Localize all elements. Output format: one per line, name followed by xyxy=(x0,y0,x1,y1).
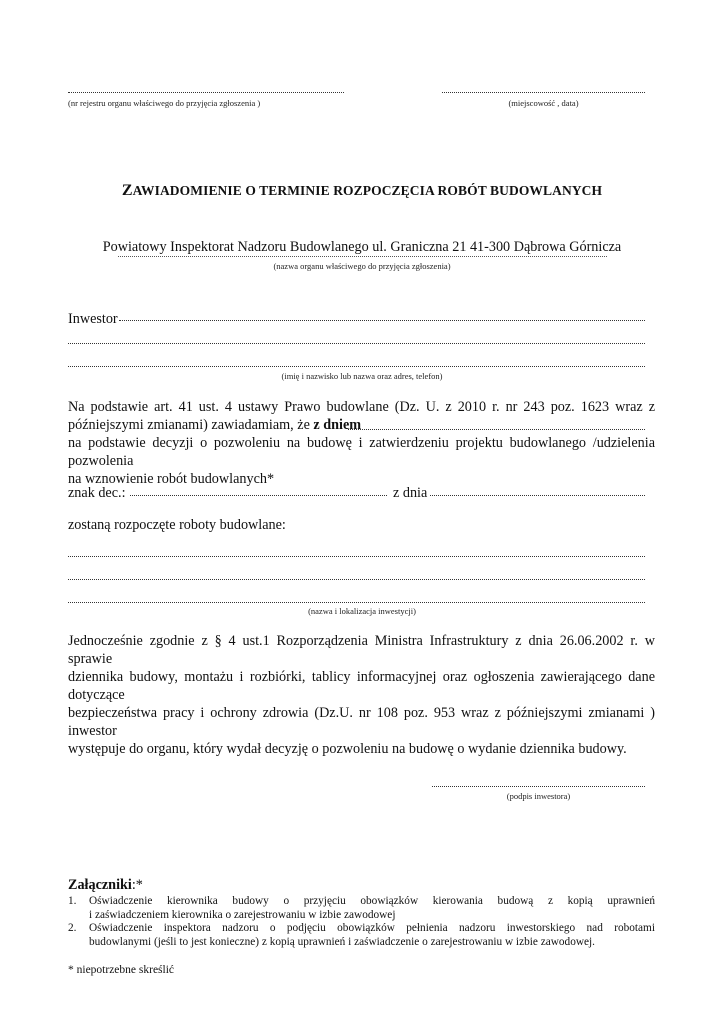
signature-field[interactable] xyxy=(432,786,645,787)
attachments-list xyxy=(68,895,655,949)
attachments-heading-text: Załączniki xyxy=(68,877,132,893)
decision-date-field[interactable] xyxy=(430,495,645,496)
paragraph-line-4: występuje do organu, który wydał decyzję o pozwoleniu na budowę o wydanie dziennika budowy. xyxy=(68,741,627,757)
attachment-number: 2. xyxy=(68,922,77,934)
attachment-number: 1. xyxy=(68,895,77,907)
notice-line-2-prefix: późniejszymi zmianami) zawiadamiam, że xyxy=(68,417,310,433)
paragraph-line-3: bezpieczeństwa pracy i ochrony zdrowia (Dz.U. nr 108 poz. 953 wraz z późniejszymi zmianami ) inwestor xyxy=(68,705,655,739)
footnote: * niepotrzebne skreślić xyxy=(68,964,175,976)
attachment-item xyxy=(68,895,655,922)
investor-caption: (imię i nazwisko lub nazwa oraz adres, telefon) xyxy=(281,371,443,381)
notice-line-4: na wznowienie robót budowlanych* xyxy=(68,471,275,487)
start-date-label: z dniem xyxy=(313,417,362,433)
attachments-heading-suffix: :* xyxy=(131,877,143,893)
authority-caption: (nazwa organu właściwego do przyjęcia zgłoszenia) xyxy=(273,261,451,271)
notice-line-3: na podstawie decyzji o pozwoleniu na budowę i zatwierdzeniu projektu budowlanego /udzielenia pozwolenia xyxy=(68,435,655,469)
attachment-line-1: Oświadczenie kierownika budowy o przyjęciu obowiązków kierowania budową z kopią uprawnień xyxy=(89,895,655,907)
decision-number-field[interactable] xyxy=(130,495,387,496)
investor-label: Inwestor xyxy=(68,311,118,327)
registry-number-field[interactable] xyxy=(68,92,344,93)
logbook-paragraph xyxy=(68,632,655,758)
authority-underline xyxy=(118,256,607,257)
notice-line-1: Na podstawie art. 41 ust. 4 ustawy Prawo budowlane (Dz. U. z 2010 r. nr 243 poz. 1623 wraz z xyxy=(68,399,655,415)
investor-field-line-1[interactable] xyxy=(119,320,645,321)
place-date-field[interactable] xyxy=(442,92,645,93)
works-field-line-2[interactable] xyxy=(68,579,645,580)
works-field-line-1[interactable] xyxy=(68,556,645,557)
title-rest: AWIADOMIENIE O TERMINIE ROZPOCZĘCIA ROBÓT BUDOWLANYCH xyxy=(132,183,603,198)
attachment-line-2: i zaświadczeniem kierownika o zarejestrowaniu w izbie zawodowej xyxy=(89,908,396,921)
signature-caption: (podpis inwestora) xyxy=(506,791,571,801)
notice-block xyxy=(68,398,655,488)
attachment-line-2: budowlanymi (jeśli to jest konieczne) z kopią uprawnień i zaświadczenie o zarejestrowaniu w izbie zawodowej. xyxy=(89,935,595,948)
decision-number-label: znak dec.: xyxy=(68,485,126,501)
document-title xyxy=(0,182,724,200)
attachment-line-1: Oświadczenie inspektora nadzoru o podjęciu obowiązków pełnienia nadzoru inwestorskiego nad robotami xyxy=(89,922,655,934)
works-caption: (nazwa i lokalizacja inwestycji) xyxy=(308,606,416,616)
registry-number-caption: (nr rejestru organu właściwego do przyjęcia zgłoszenia ) xyxy=(68,98,261,108)
place-date-caption: (miejscowość , data) xyxy=(508,98,579,108)
paragraph-line-2: dziennika budowy, montażu i rozbiórki, tablicy informacyjnej oraz ogłoszenia zawierającego dane dotyczące xyxy=(68,669,655,703)
title-first-letter: Z xyxy=(121,182,133,199)
works-field-line-3[interactable] xyxy=(68,602,645,603)
start-date-field[interactable] xyxy=(348,429,645,430)
investor-field-line-3[interactable] xyxy=(68,366,645,367)
paragraph-line-1: Jednocześnie zgodnie z § 4 ust.1 Rozporządzenia Ministra Infrastruktury z dnia 26.06.2002 r. w sprawie xyxy=(68,633,655,667)
investor-field-line-2[interactable] xyxy=(68,343,645,344)
decision-date-label: z dnia xyxy=(393,485,428,501)
notice-line-2 xyxy=(68,416,655,434)
attachments-heading xyxy=(68,876,143,894)
authority-name: Powiatowy Inspektorat Nadzoru Budowlanego ul. Graniczna 21 41-300 Dąbrowa Górnicza xyxy=(102,239,622,255)
attachment-item xyxy=(68,922,655,949)
works-label: zostaną rozpoczęte roboty budowlane: xyxy=(68,517,286,533)
